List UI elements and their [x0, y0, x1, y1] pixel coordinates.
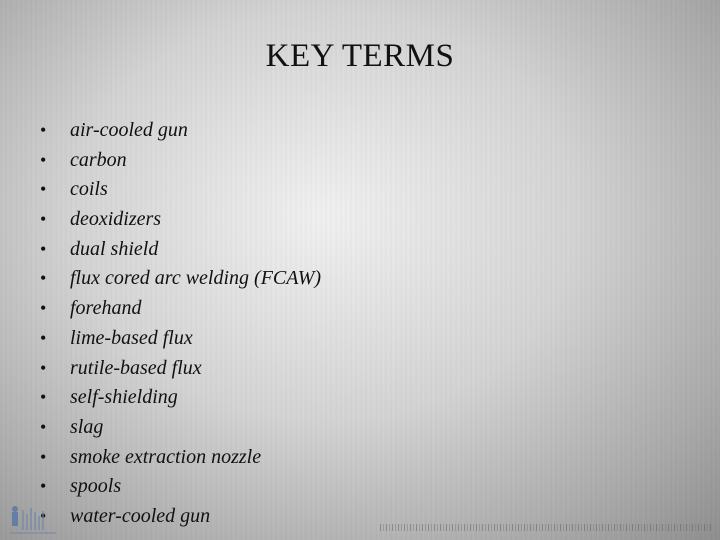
term-item: • air-cooled gun [40, 116, 321, 146]
term-item: • coils [40, 175, 321, 205]
key-terms-list [40, 116, 321, 532]
term-item: • dual shield [40, 235, 321, 265]
slide-title: KEY TERMS [265, 38, 455, 74]
term-item: • flux cored arc welding (FCAW) [40, 264, 321, 294]
term-item: • rutile-based flux [40, 354, 321, 384]
term-item: • smoke extraction nozzle [40, 443, 321, 473]
term-item: • carbon [40, 146, 321, 176]
publisher-logo-icon [10, 502, 64, 536]
term-item: • lime-based flux [40, 324, 321, 354]
term-item: • self-shielding [40, 383, 321, 413]
term-item: • slag [40, 413, 321, 443]
term-item: • forehand [40, 294, 321, 324]
footer-decoration [380, 524, 712, 531]
term-item: • spools [40, 472, 321, 502]
term-item: • water-cooled gun [40, 502, 321, 532]
term-item: • deoxidizers [40, 205, 321, 235]
